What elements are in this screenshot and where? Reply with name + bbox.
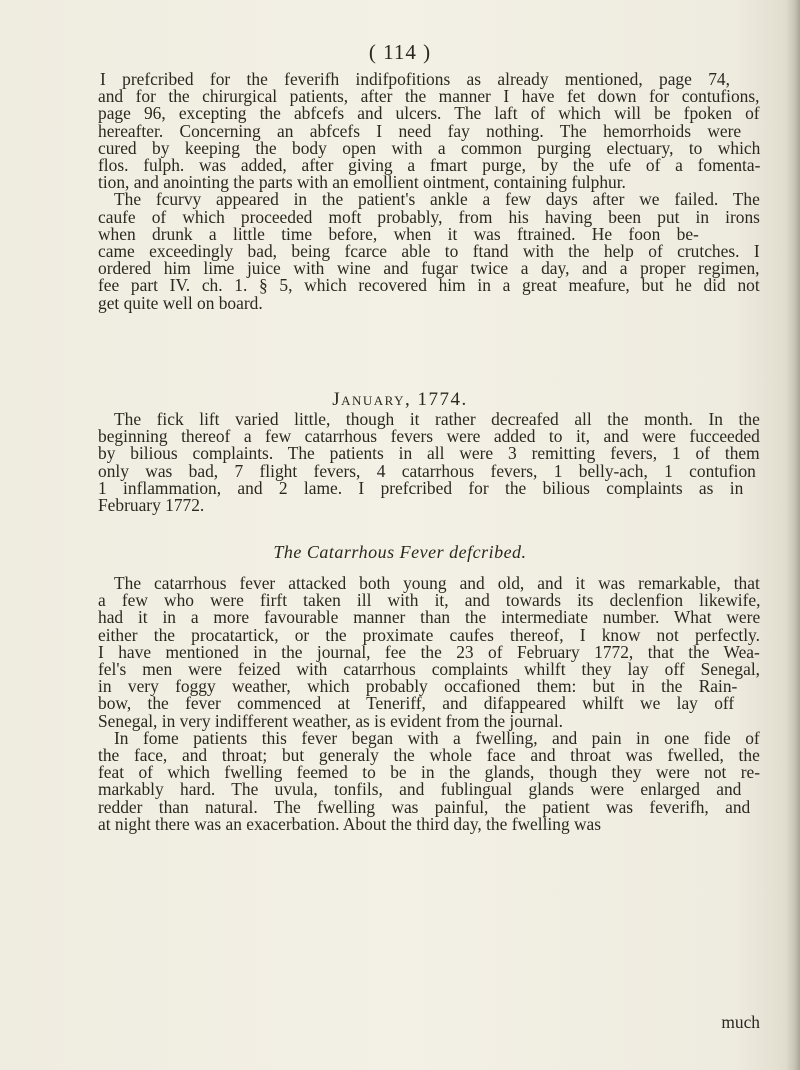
page-edge-shadow [786, 0, 800, 1070]
text-line: redder than natural. The fwelling was painful, the patient was feverifh, and [98, 796, 751, 817]
text-line: beginning thereof a few catarrhous fevers were added to it, and were fucceeded [98, 426, 760, 447]
text-line: and for the chirurgical patients, after the manner I have fet down for contufions, [98, 86, 760, 107]
text-line: In fome patients this fever began with a fwelling, and pain in one fide of [114, 727, 760, 748]
paragraph-chirurgical-treatment [98, 71, 760, 312]
text-line: page 96, excepting the abfcefs and ulcers. The laft of which will be fpoken of [98, 103, 760, 124]
text-line: cured by keeping the body open with a common purging electuary, to which [98, 137, 761, 158]
text-line: flos. fulph. was added, after giving a fmart purge, by the ufe of a fomenta- [98, 155, 761, 176]
text-line: The fcurvy appeared in the patient's ankle a few days after we failed. The [114, 189, 760, 210]
text-line: only was bad, 7 flight fevers, 4 catarrhous fevers, 1 belly-ach, 1 contufion [98, 460, 756, 481]
text-line: fel's men were feized with catarrhous complaints whilft they lay off Senegal, [98, 659, 761, 680]
text-line: I prefcribed for the feverifh indifpofitions as already mentioned, page 74, [100, 69, 730, 89]
catchword: much [721, 1012, 760, 1032]
text-line: Senegal, in very indifferent weather, as is evident from the journal. [98, 710, 563, 731]
text-line: ordered him lime juice with wine and fugar twice a day, and a proper regimen, [98, 258, 760, 279]
text-line: at night there was an exacerbation. About the third day, the fwelling was [98, 813, 602, 834]
text-line: I have mentioned in the journal, fee the 23 of February 1772, that the Wea- [98, 641, 760, 662]
text-line: had it in a more favourable manner than the intermediate number. What were [98, 607, 761, 628]
text-line: feat of which fwelling feemed to be in the glands, though they were not re- [98, 762, 761, 783]
text-line: February 1772. [98, 495, 205, 516]
text-line: 1 inflammation, and 2 lame. I prefcribed for the bilious complaints as in [98, 477, 744, 498]
page-number: ( 114 ) [368, 40, 432, 64]
text-line: markably hard. The uvula, tonfils, and fublingual glands were enlarged and [98, 779, 742, 800]
section-heading-month: January, 1774. [332, 389, 468, 410]
paragraph-catarrhous-fever [98, 575, 760, 833]
text-line: a few who were firft taken ill with it, and towards its declenfion likewife, [98, 590, 761, 611]
text-line: either the procatartick, or the proximate caufes thereof, I know not perfectly. [98, 624, 760, 645]
text-line: caufe of which proceeded moft probably, from his having been put in irons [98, 206, 760, 227]
text-line: by bilious complaints. The patients in all were 3 remitting fevers, 1 of them [98, 443, 760, 464]
paragraph-sick-list [98, 411, 760, 514]
text-line: bow, the fever commenced at Teneriff, and difappeared whilft we lay off [98, 693, 735, 714]
text-line: tion, and anointing the parts with an emollient ointment, containing fulphur. [98, 172, 626, 193]
text-line: fee part IV. ch. 1. § 5, which recovered him in a great meafure, but he did not [98, 275, 760, 296]
text-line: came exceedingly bad, being fcarce able to ftand with the help of crutches. I [98, 241, 760, 262]
text-line: hereafter. Concerning an abfcefs I need fay nothing. The hemorrhoids were [98, 120, 742, 141]
text-line: when drunk a little time before, when it was ftrained. He foon be- [98, 223, 699, 244]
section-subheading: The Catarrhous Fever defcribed. [273, 542, 527, 562]
text-line: The catarrhous fever attacked both young and old, and it was remarkable, that [114, 573, 760, 593]
text-line: in very foggy weather, which probably occafioned them: but in the Rain- [98, 676, 738, 697]
text-line: The fick lift varied little, though it rather decreafed all the month. In the [114, 409, 760, 429]
text-line: the face, and throat; but generaly the whole face and throat was fwelled, the [98, 745, 760, 766]
text-line: get quite well on board. [98, 292, 263, 313]
